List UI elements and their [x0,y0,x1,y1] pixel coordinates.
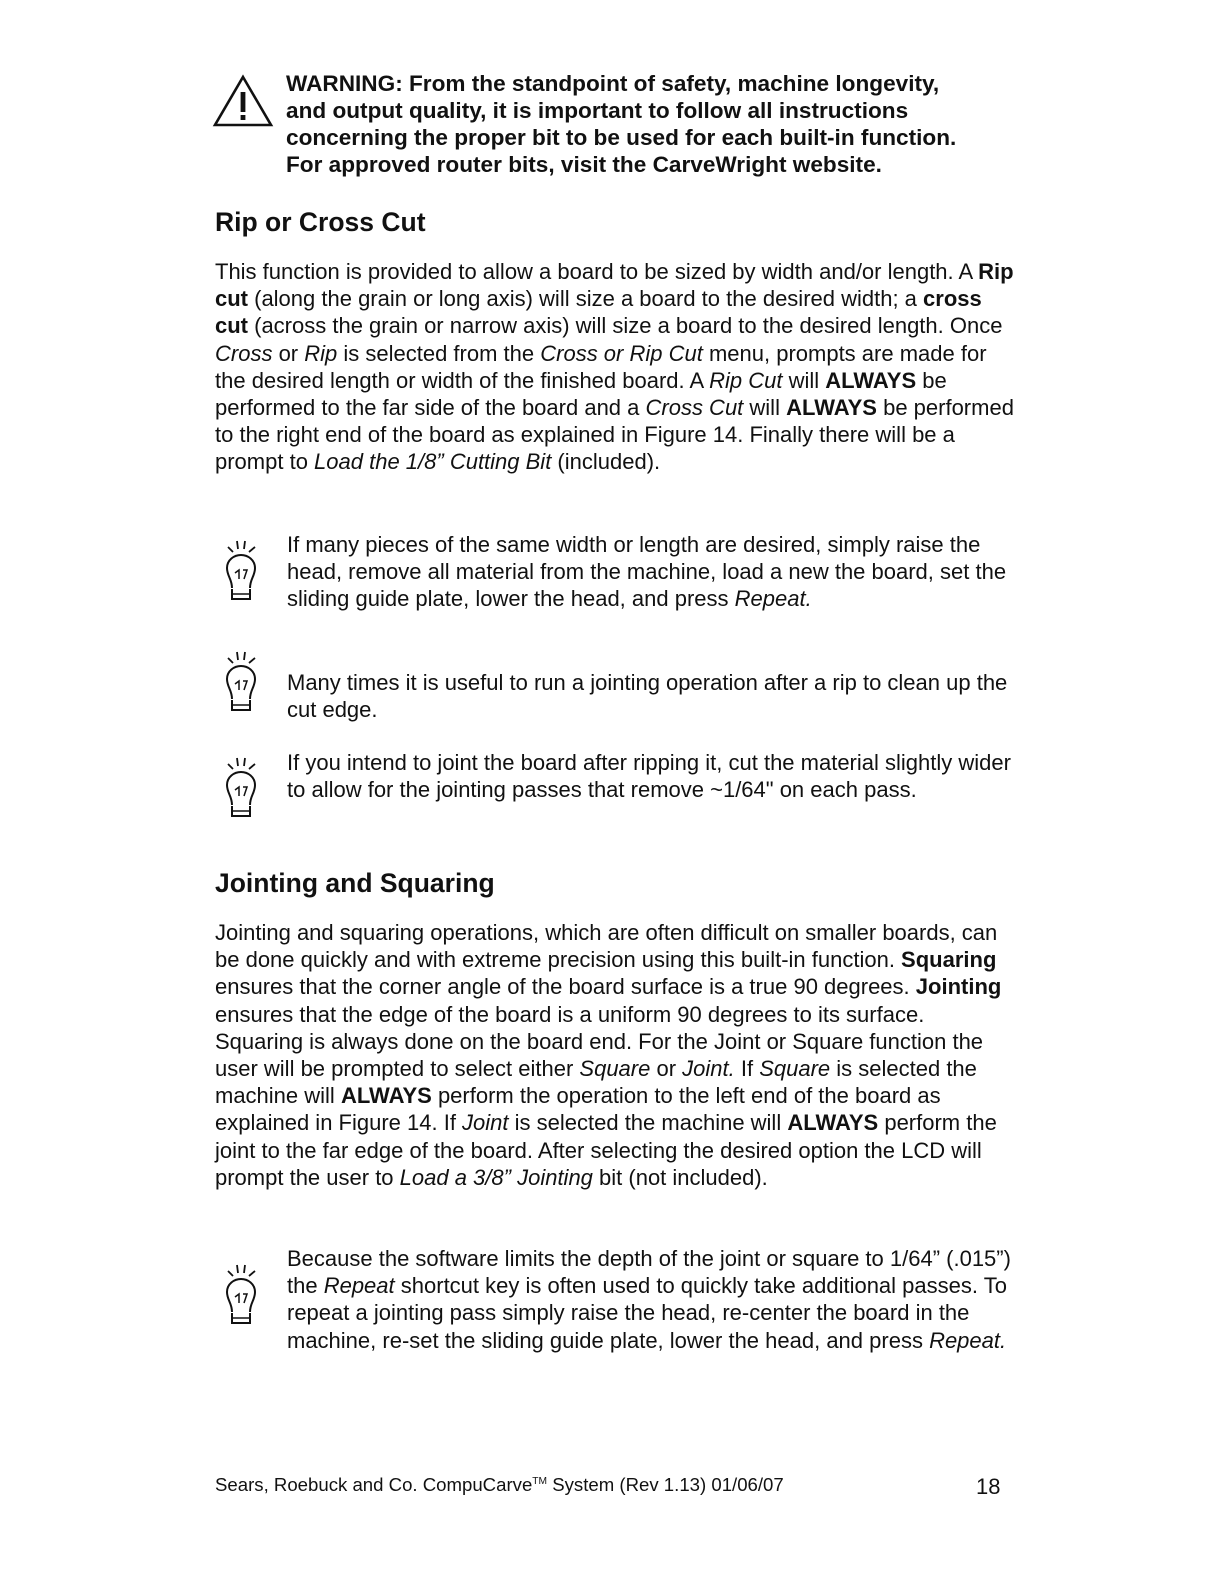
page-footer: Sears, Roebuck and Co. CompuCarve™ System (Rev 1.13) 01/06/07 [215,1474,784,1495]
warning-line: concerning the proper bit to be used for each built-in function. [286,125,957,150]
warning-line: For approved router bits, visit the CarveWright website. [286,152,882,177]
warning-text [286,70,1006,178]
lightbulb-tip-icon [215,650,267,716]
warning-line: WARNING: From the standpoint of safety, machine longevity, [286,71,940,96]
rip-cross-cut-heading: Rip or Cross Cut [215,207,426,237]
lightbulb-tip-icon [215,1263,267,1329]
lightbulb-tip-icon [215,756,267,822]
warning-triangle-icon [212,74,274,128]
tip-text: Because the software limits the depth of the joint or square to 1/64” (.015”) the Repeat shortcut key is often used to quickly take additional passes. To repeat a jointing pass simply raise the head, re-center the board in the machine, re-set the sliding guide plate, lower the head, and press Repeat. [287,1246,1011,1353]
tip-text: Many times it is useful to run a jointing operation after a rip to clean up the cut edge. [287,670,1008,723]
warning-line: and output quality, it is important to follow all instructions [286,98,909,123]
lightbulb-tip-icon [215,539,267,605]
tip-text: If many pieces of the same width or length are desired, simply raise the head, remove all material from the machine, load a new the board, set the sliding guide plate, lower the head, and press Repeat. [287,532,1007,612]
tip-text: If you intend to joint the board after ripping it, cut the material slightly wider to allow for the jointing passes that remove ~1/64" on each pass. [287,750,1011,803]
jointing-squaring-paragraph: Jointing and squaring operations, which are often difficult on smaller boards, can be done quickly and with extreme precision using this built-in function. Squaring ensures that the corner angle of the board surface is a true 90 degrees. Jointing ensures that the edge of the board is a uniform 90 degrees to its surface. Squaring is always done on the board end. For the Joint or Square function the user will be prompted to select either Square or Joint. If Square is selected the machine will ALWAYS perform the operation to the left end of the board as explained in Figure 14. If Joint is selected the machine will ALWAYS perform the joint to the far edge of the board. After selecting the desired option the LCD will prompt the user to Load a 3/8” Jointing bit (not included). [215,920,1002,1190]
jointing-squaring-heading: Jointing and Squaring [215,868,495,898]
page-number: 18 [976,1474,1001,1499]
rip-cross-cut-paragraph: This function is provided to allow a board to be sized by width and/or length. A Rip cut (along the grain or long axis) will size a board to the desired width; a cross cut (across the grain or narrow axis) will size a board to the desired length. Once Cross or Rip is selected from the Cross or Rip Cut menu, prompts are made for the desired length or width of the finished board. A Rip Cut will ALWAYS be performed to the far side of the board and a Cross Cut will ALWAYS be performed to the right end of the board as explained in Figure 14. Finally there will be a prompt to Load the 1/8” Cutting Bit (included). [215,259,1014,475]
